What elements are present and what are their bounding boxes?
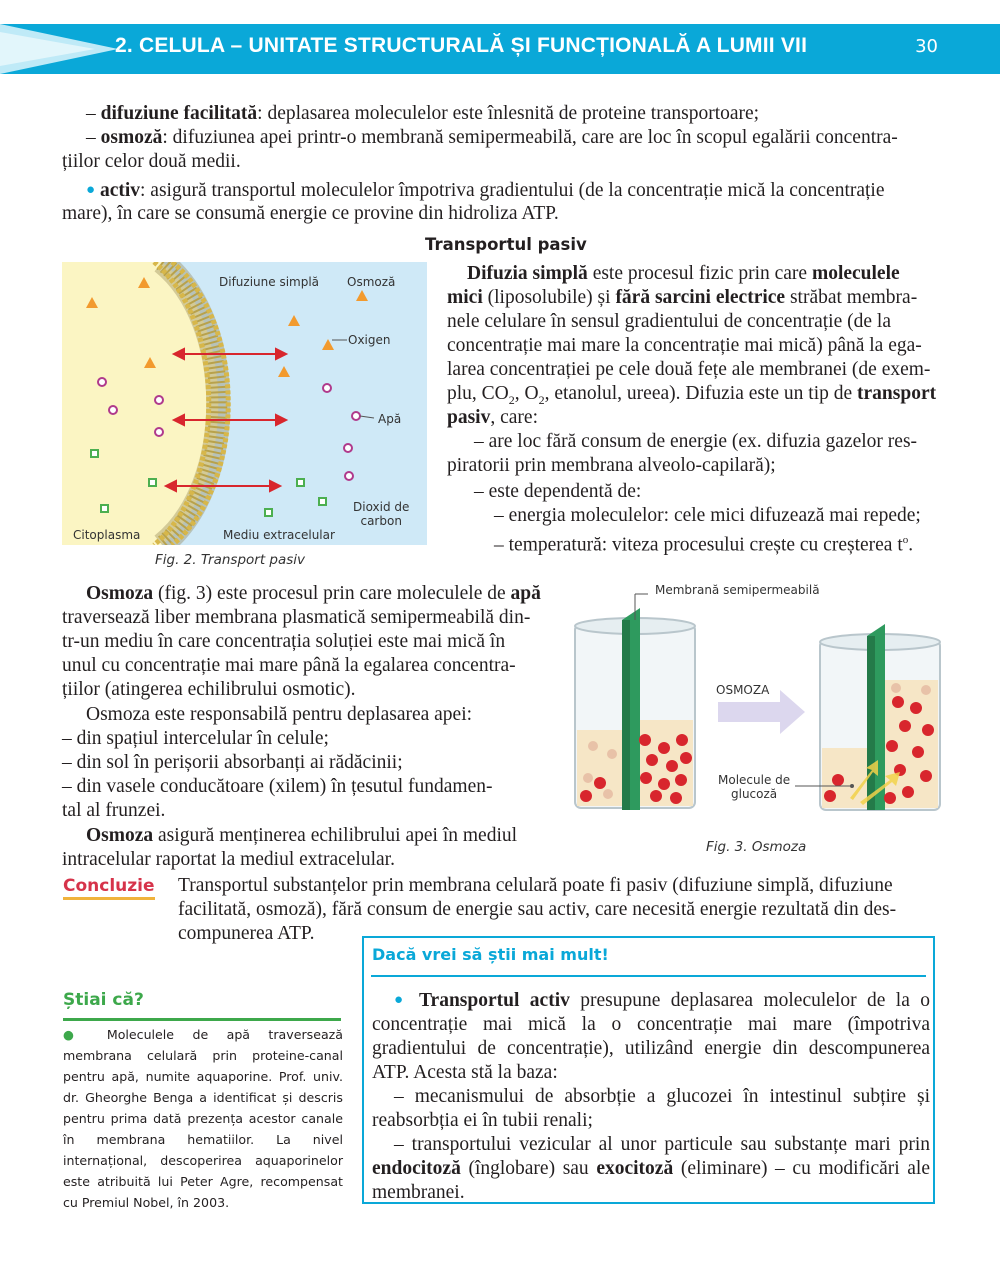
label-difuziune-simpla: Difuziune simplă <box>219 275 320 289</box>
osmosis-line-8: – din sol în perișorii absorbanți ai rădăcinii; <box>62 752 403 773</box>
figure-caption-3: Fig. 3. Osmoza <box>706 839 807 855</box>
label-apa: Apă <box>378 412 402 426</box>
bullet-icon: ● <box>394 992 409 1008</box>
passive-line-8: – are loc fără consum de energie (ex. difuzia gazelor res- <box>474 431 918 452</box>
passive-line-1: Difuzia simplă este procesul fizic prin care moleculele <box>467 263 900 284</box>
label-membrana-semipermeabila: Membrană semipermeabilă <box>655 583 820 597</box>
conclusion-label: Concluzie <box>63 876 155 900</box>
chapter-title: 2. CELULA – UNITATE STRUCTURALĂ ȘI FUNCȚIONALĂ A LUMII VII <box>115 34 808 57</box>
section-heading-passive: Transportul pasiv <box>425 235 587 254</box>
page-header <box>0 24 1000 74</box>
osmosis-line-12: intracelular raportat la mediul extracelular. <box>62 849 395 870</box>
intro-line-1: – difuziune facilitată: deplasarea moleculelor este înlesnită de proteine transportoare; <box>86 103 760 124</box>
more-info-paragraph-1: ● Transportul activ presupune deplasarea moleculelor de la o concentrație mai mică la o concentrație mai mare (împotriva gradientului de concentrație), utilizând energie din descompunerea ATP. Acesta stă la baza: <box>372 990 931 1083</box>
page-number: 30 <box>915 36 938 57</box>
conclusion-line-1: Transportul substanțelor prin membrana celulară poate fi pasiv (difuziune simplă, difuziune <box>178 875 893 896</box>
osmosis-line-3: tr-un mediu în care concentrația soluției este mai mică în <box>62 631 506 652</box>
intro-line-5: mare), în care se consumă energie ce provine din hidroliza ATP. <box>62 203 559 224</box>
more-info-divider <box>371 975 926 977</box>
passive-line-5: larea concentrației pe cele două fețe ale membranei (de exem- <box>447 359 931 380</box>
passive-line-4: concentrație mai mare la concentrație mai mică) până la ega- <box>447 335 922 356</box>
label-molecule-glucoza: Molecule de glucoză <box>718 773 791 801</box>
passive-line-10: – este dependentă de: <box>474 481 642 502</box>
label-osmoza: Osmoză <box>347 275 396 289</box>
more-info-paragraph-3: – transportului vezicular al unor particule sau substanțe mari prin endocitoză (înglobare) sau exocitoză (eliminare) – cu modificări ale membranei. <box>372 1134 931 1203</box>
osmosis-line-7: – din spațiul intercelular în celule; <box>62 728 329 749</box>
figure-osmosis <box>560 580 960 840</box>
passive-line-6: plu, $CO_2$, $O_2$, etanolul, ureea). Difuzia este un tip de transport <box>447 383 937 407</box>
osmosis-line-11: Osmoza asigură menținerea echilibrului apei în mediul <box>86 825 518 846</box>
passive-line-9: piratorii prin membrana alveolo-capilară); <box>447 455 776 476</box>
osmosis-line-4: unul cu concentrație mai mare până la egalarea concentra- <box>62 655 516 676</box>
passive-line-2: mici (liposolubile) și fără sarcini electrice străbat membra- <box>447 287 918 308</box>
osmosis-line-5: țiilor (atingerea echilibrului osmotic). <box>62 679 356 700</box>
label-oxigen: Oxigen <box>348 333 391 347</box>
did-you-know-divider <box>63 1018 341 1021</box>
more-info-text <box>372 988 930 1205</box>
bullet-icon: ● <box>86 182 96 198</box>
osmosis-line-2: traversează liber membrana plasmatică semipermeabilă din- <box>62 607 531 628</box>
label-citoplasma: Citoplasma <box>73 528 141 542</box>
osmosis-line-1: Osmoza (fig. 3) este procesul prin care moleculele de apă <box>86 583 541 604</box>
label-mediu-extracelular: Mediu extracelular <box>223 528 335 542</box>
more-info-paragraph-2: – mecanismului de absorbție a glucozei în intestinul subțire și reabsorbția ei în tubii renali; <box>372 1086 930 1131</box>
osmosis-diagram <box>560 580 960 840</box>
did-you-know-title: Știai că? <box>63 990 144 1010</box>
figure-caption-2: Fig. 2. Transport pasiv <box>155 552 306 568</box>
osmosis-line-10: tal al frunzei. <box>62 800 166 821</box>
passive-line-12: – temperatură: viteza procesului crește cu creșterea $t^o$. <box>494 534 914 556</box>
bullet-icon: ● <box>63 1027 89 1042</box>
did-you-know-text: ● Moleculele de apă traversează membrana celulară prin proteine-canal pentru apă, numite aquaporine. Prof. univ. dr. Gheorghe Benga a identificat și descris pentru prima dată prezența acestor canale în membrana hematiilor. La nivel internațional, descoperirea aquaporinelor este atribuită lui Peter Agre, recompensat cu Premiul Nobel, în 2003. <box>63 1027 344 1210</box>
osmosis-line-6: Osmoza este responsabilă pentru deplasarea apei: <box>86 704 473 725</box>
label-dioxid-de-carbon: Dioxid de carbon <box>353 500 410 528</box>
intro-line-3: țiilor celor două medii. <box>62 151 241 172</box>
conclusion-line-3: compunerea ATP. <box>178 923 315 944</box>
more-info-box <box>362 936 935 1204</box>
passive-line-11: – energia moleculelor: cele mici difuzează mai repede; <box>494 505 921 526</box>
more-info-title: Dacă vrei să știi mai mult! <box>372 945 609 964</box>
osmosis-line-9: – din vasele conducătoare (xilem) în țesutul fundamen- <box>62 776 493 797</box>
conclusion-line-2: facilitată, osmoză), fără consum de energie sau activ, care necesită energie rezultată din des- <box>178 899 897 920</box>
label-osmoza-process: OSMOZA <box>716 683 770 697</box>
intro-line-2: – osmoză: difuziunea apei printr-o membrană semipermeabilă, care are loc în scopul egalării concentra- <box>86 127 898 148</box>
intro-line-4: ● activ: asigură transportul moleculelor împotriva gradientului (de la concentrație mică la concentrație <box>86 180 885 201</box>
passive-line-3: nele celulare în sensul gradientului de concentrație (de la <box>447 311 891 332</box>
figure-passive-transport <box>62 262 427 545</box>
passive-line-7: pasiv, care: <box>447 407 538 428</box>
